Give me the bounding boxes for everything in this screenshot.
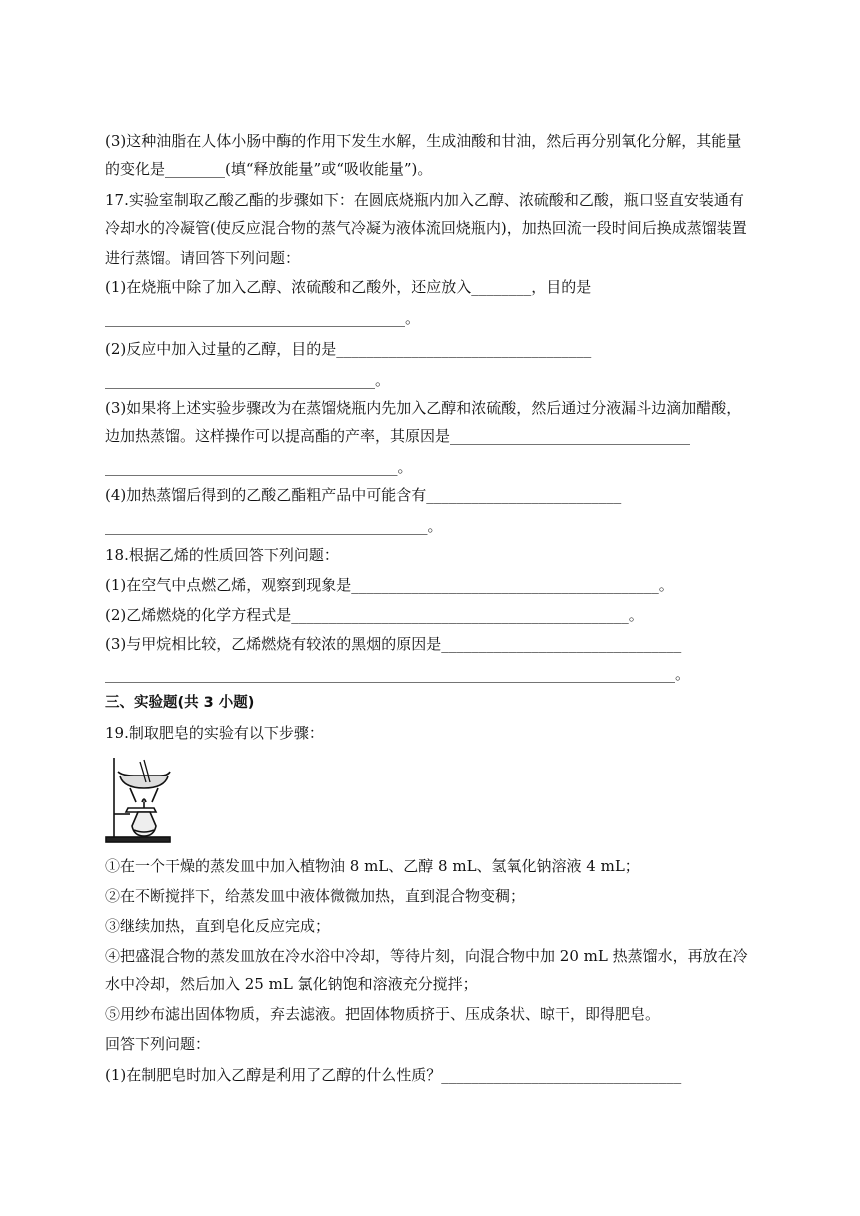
q18-part3-line1: (3)与甲烷相比较，乙烯燃烧有较浓的黑烟的原因是________________________________ (105, 635, 682, 653)
q16-part3-line1: (3)这种油脂在人体小肠中酶的作用下发生水解，生成油酸和甘油，然后再分别氧化分解，其能量 (105, 132, 742, 150)
q19-step1: ①在一个干燥的蒸发皿中加入植物油 8 mL、乙醇 8 mL、氢氧化钠溶液 4 mL； (105, 857, 640, 875)
q17-part2-line2: ____________________________________。 (105, 371, 391, 389)
q17-part1-line1: (1)在烧瓶中除了加入乙醇、浓硫酸和乙酸外，还应放入________，目的是 (105, 278, 592, 296)
section-title: 三、实验题(共 3 小题) (105, 695, 255, 711)
q19-step4-line2: 水中冷却，然后加入 25 mL 氯化钠饱和溶液充分搅拌； (105, 975, 478, 993)
q18-part1: (1)在空气中点燃乙烯，观察到现象是_________________________________________。 (105, 576, 674, 594)
q18-part3-line2: ____________________________________________________________________________。 (105, 665, 691, 683)
q17-part4-line2: ___________________________________________。 (105, 517, 443, 535)
q19-step5: ⑤用纱布滤出固体物质，弃去滤液。把固体物质挤于、压成条状、晾干，即得肥皂。 (105, 1005, 661, 1023)
q17-stem-line1: 17.实验室制取乙酸乙酯的步骤如下：在圆底烧瓶内加入乙醇、浓硫酸和乙酸，瓶口竖直安装通有 (105, 191, 744, 209)
q18-stem: 18.根据乙烯的性质回答下列问题： (105, 546, 339, 564)
q19-step3: ③继续加热，直到皂化反应完成； (105, 917, 331, 935)
q18-part2: (2)乙烯燃烧的化学方程式是_____________________________________________。 (105, 606, 644, 624)
q17-part3-line1: (3)如果将上述实验步骤改为在蒸馏烧瓶内先加入乙醇和浓硫酸，然后通过分液漏斗边滴加醋酸， (105, 399, 742, 417)
q17-part1-line2: ________________________________________。 (105, 309, 421, 327)
q19-step4-line1: ④把盛混合物的蒸发皿放在冷水浴中冷却，等待片刻，向混合物中加 20 mL 热蒸馏水，再放在冷 (105, 947, 748, 965)
q17-part4-line1: (4)加热蒸馏后得到的乙酸乙酯粗产品中可能含有__________________________ (105, 486, 622, 504)
q17-part2-line1: (2)反应中加入过量的乙醇，目的是__________________________________ (105, 340, 592, 358)
q17-part3-line3: _______________________________________。 (105, 458, 413, 476)
q16-part3-line2: 的变化是________(填“释放能量”或“吸收能量”)。 (105, 160, 433, 178)
q17-stem-line3: 进行蒸馏。请回答下列问题： (105, 249, 301, 267)
q19-step2: ②在不断搅拌下，给蒸发皿中液体微微加热，直到混合物变稠； (105, 887, 526, 905)
q17-stem-line2: 冷却水的冷凝管(使反应混合物的蒸气冷凝为液体流回烧瓶内)，加热回流一段时间后换成蒸馏装置 (105, 219, 747, 237)
q17-part3-line2: 边加热蒸馏。这样操作可以提高酯的产率，其原因是________________________________ (105, 427, 691, 445)
q19-answer-prompt: 回答下列问题： (105, 1035, 211, 1053)
q19-stem: 19.制取肥皂的实验有以下步骤： (105, 724, 324, 742)
evaporating-dish-apparatus-figure (104, 752, 176, 846)
q19-part1: (1)在制肥皂时加入乙醇是利用了乙醇的什么性质？________________________________ (105, 1066, 682, 1084)
